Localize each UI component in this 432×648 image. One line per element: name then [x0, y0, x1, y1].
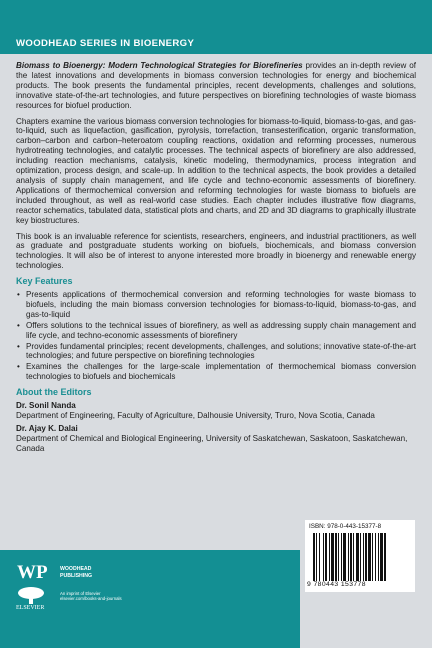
barcode-stripe	[368, 533, 371, 581]
barcode-stripe	[331, 533, 334, 581]
bullet-icon: •	[17, 320, 20, 330]
barcode-stripe	[353, 533, 354, 581]
isbn-label: ISBN: 978-0-443-15377-8	[309, 523, 382, 530]
barcode-stripe	[365, 533, 367, 581]
intro-text: provides an in-depth review of the latest innovations and developments in biomass conversion technologies for energy and biochemical products. The book presents the fundamental principles, recent developments, challenges and solutions, innovative state-of-the-art technologies, and future perspectives on biorefining technologies of waste biomass resources for biofuel production.	[16, 61, 417, 110]
barcode-stripe	[313, 533, 315, 581]
barcode-stripe	[338, 533, 339, 581]
bullet-icon: •	[17, 341, 20, 351]
logo-letters: WP	[17, 562, 48, 583]
editor-name: Dr. Ajay K. Dalai	[16, 423, 78, 433]
barcode-stripe	[316, 533, 317, 581]
feature-item: • Presents applications of thermochemical conversion and reforming technologies for waste biomass to biofuels, including the main biomass conversion technologies for biomass-to-liquid, biomass-to-gas, and gas-to-liquid	[17, 290, 416, 319]
barcode-stripe	[325, 533, 327, 581]
isbn-block	[305, 520, 415, 592]
editors-heading: About the Editors	[16, 387, 92, 398]
editor-name: Dr. Sonil Nanda	[16, 401, 76, 411]
barcode-stripe	[335, 533, 337, 581]
barcode-stripe	[356, 533, 359, 581]
feature-item: • Provides fundamental principles; recent developments, challenges, and solutions; innovative state-of-the-art technologies; and future perspective on biorefining technologies	[17, 341, 416, 361]
key-features-list	[16, 290, 416, 382]
barcode-stripe	[343, 533, 346, 581]
elsevier-wordmark: ELSEVIER	[16, 605, 45, 611]
imprint-info: An imprint of Elsevier elsevier.com/books-and-journals	[60, 591, 122, 602]
feature-item: • Offers solutions to the technical issues of biorefinery, as well as addressing supply chain management and life cycle, and techno-economic assessments of biorefinery	[17, 320, 416, 340]
feature-item: • Examines the challenges for the large-scale implementation of thermochemical biomass conversion technologies to biofuels and biochemicals	[17, 362, 416, 382]
chapters-paragraph: Chapters examine the various biomass conversion technologies for biomass-to-liquid, biomass-to-gas, and gas-to-liquid, such as liquefaction, gasification, pyrolysis, torrefaction, transesterification, organic transformation, carbon–carbon and carbon–heteroatom coupling reactions, oxidation and reforming processes, numerous hydrotreating technologies, and catalytic processes. The technical aspects of biorefinery are also addressed, including reaction mechanisms, catalysis, kinetic modeling, thermodynamics, process integration and optimization, process design, and scale-up. In addition to the technical aspects, the book provides a detailed analysis of supply chain management, and life cycle and techno-economic assessments of biorefinery. Applications of thermochemical conversion and reforming technologies for waste biomass to biofuels are included throughout, as well as real-world case studies. Each chapter includes illustrative flow diagrams, reactor schematics, tabulated data, statistical plots and charts, and 2D and 3D diagrams to graphically illustrate key biostructures.	[16, 116, 416, 225]
barcode-stripe	[372, 533, 373, 581]
barcode-stripe	[380, 533, 383, 581]
barcode-stripe	[384, 533, 386, 581]
barcode-number: 9 780443 153778	[307, 581, 366, 588]
publisher-name: WOODHEAD PUBLISHING	[60, 566, 92, 579]
tree-icon	[16, 586, 46, 604]
series-title: WOODHEAD SERIES IN BIOENERGY	[16, 38, 195, 49]
audience-paragraph: This book is an invaluable reference for scientists, researchers, engineers, and industrial practitioners, as well as graduate and postgraduate students working on biofuels, biochemicals, and biomass conversion technologies. It will also be of interest to anyone interested more broadly in bioenergy and renewable energy technologies.	[16, 231, 416, 271]
description	[16, 61, 416, 457]
barcode-stripe	[323, 533, 324, 581]
woodhead-logo	[16, 560, 48, 584]
barcode-stripe	[329, 533, 330, 581]
barcode-stripe	[341, 533, 342, 581]
bullet-icon: •	[17, 362, 20, 372]
barcode-stripe	[378, 533, 379, 581]
key-features-heading: Key Features	[16, 276, 73, 287]
barcode-stripe	[350, 533, 352, 581]
barcode-stripe	[319, 533, 320, 581]
top-band	[0, 0, 432, 28]
editor-affiliation: Department of Engineering, Faculty of Agriculture, Dalhousie University, Truro, Nova Scotia, Canada	[16, 411, 375, 420]
barcode-stripe	[363, 533, 364, 581]
barcode-stripe	[348, 533, 349, 581]
book-title: Biomass to Bioenergy: Modern Technological Strategies for Biorefineries	[16, 61, 303, 70]
intro-paragraph	[16, 61, 416, 111]
barcode-stripe	[360, 533, 361, 581]
barcode-stripe	[375, 533, 376, 581]
editor-affiliation: Department of Chemical and Biological Engineering, University of Saskatchewan, Saskatoon, Saskatchewan, Canada	[16, 433, 408, 453]
barcode	[313, 533, 409, 581]
bullet-icon: •	[17, 290, 20, 300]
